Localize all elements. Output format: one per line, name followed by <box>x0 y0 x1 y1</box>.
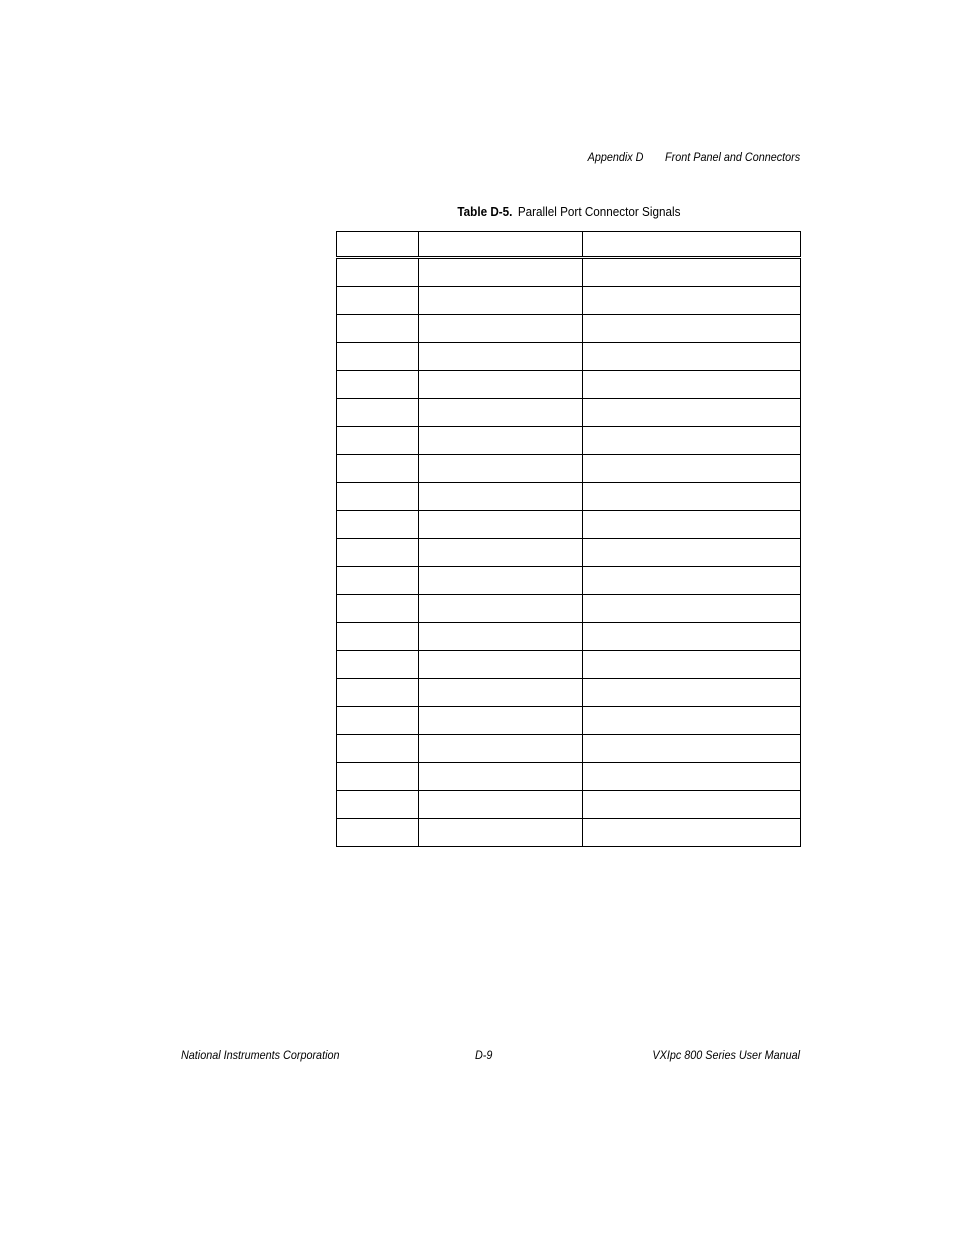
table-cell <box>337 567 419 595</box>
table-row <box>337 427 801 455</box>
table-row <box>337 735 801 763</box>
table-cell <box>337 679 419 707</box>
table-cell <box>583 763 801 791</box>
table-cell <box>583 343 801 371</box>
column-header <box>337 232 419 258</box>
footer-page-number: D-9 <box>475 1048 493 1062</box>
chapter-title: Front Panel and Connectors <box>664 150 800 164</box>
table-cell <box>583 595 801 623</box>
table-cell <box>337 258 419 287</box>
table-cell <box>583 455 801 483</box>
table-cell <box>337 511 419 539</box>
table-cell <box>419 427 583 455</box>
table-row <box>337 258 801 287</box>
table-cell <box>337 427 419 455</box>
table-cell <box>419 819 583 847</box>
table-row <box>337 819 801 847</box>
table-cell <box>583 819 801 847</box>
table-cell <box>337 371 419 399</box>
table-row <box>337 567 801 595</box>
table-cell <box>419 483 583 511</box>
table-row <box>337 763 801 791</box>
table-cell <box>419 539 583 567</box>
footer-manual-title: VXIpc 800 Series User Manual <box>652 1048 800 1062</box>
table-body <box>337 258 801 847</box>
table-cell <box>583 315 801 343</box>
table-cell <box>337 455 419 483</box>
table-row <box>337 511 801 539</box>
table-cell <box>337 791 419 819</box>
table-cell <box>419 343 583 371</box>
table-row <box>337 287 801 315</box>
footer-company: National Instruments Corporation <box>181 1048 340 1062</box>
table-cell <box>419 679 583 707</box>
table-row <box>337 483 801 511</box>
table-caption-label: Table D-5. <box>456 204 513 219</box>
table-cell <box>337 819 419 847</box>
table-cell <box>337 287 419 315</box>
table-cell <box>583 511 801 539</box>
table-row <box>337 623 801 651</box>
table-row <box>337 595 801 623</box>
table-cell <box>419 567 583 595</box>
table-cell <box>419 371 583 399</box>
table-row <box>337 707 801 735</box>
table-row <box>337 399 801 427</box>
table-cell <box>419 595 583 623</box>
table-cell <box>583 483 801 511</box>
table-cell <box>419 791 583 819</box>
table-cell <box>583 258 801 287</box>
table-cell <box>583 735 801 763</box>
table-row <box>337 343 801 371</box>
table-cell <box>583 679 801 707</box>
table-cell <box>419 623 583 651</box>
table-cell <box>419 511 583 539</box>
table-row <box>337 791 801 819</box>
table-cell <box>583 567 801 595</box>
table-cell <box>337 735 419 763</box>
table-cell <box>583 539 801 567</box>
table-cell <box>583 651 801 679</box>
table-cell <box>419 287 583 315</box>
table-cell <box>337 623 419 651</box>
table-cell <box>337 539 419 567</box>
table-row <box>337 315 801 343</box>
running-header <box>587 150 800 164</box>
table-cell <box>337 707 419 735</box>
table-row <box>337 539 801 567</box>
table-cell <box>419 455 583 483</box>
table-cell <box>583 791 801 819</box>
table-cell <box>583 399 801 427</box>
table-cell <box>337 315 419 343</box>
table-caption-title: Parallel Port Connector Signals <box>517 204 681 219</box>
table-cell <box>419 651 583 679</box>
table-cell <box>583 707 801 735</box>
table-row <box>337 371 801 399</box>
table-cell <box>583 371 801 399</box>
table-cell <box>337 399 419 427</box>
table-cell <box>419 735 583 763</box>
table-cell <box>337 483 419 511</box>
table-header-row <box>337 232 801 258</box>
table-cell <box>583 287 801 315</box>
parallel-port-signals-table <box>336 231 801 847</box>
table-cell <box>337 595 419 623</box>
table-cell <box>337 651 419 679</box>
table-row <box>337 679 801 707</box>
table-cell <box>419 258 583 287</box>
table-cell <box>583 427 801 455</box>
table-cell <box>419 399 583 427</box>
column-header <box>419 232 583 258</box>
table-cell <box>419 707 583 735</box>
table-cell <box>337 343 419 371</box>
table-header <box>337 232 801 258</box>
column-header <box>583 232 801 258</box>
table-cell <box>337 763 419 791</box>
appendix-label: Appendix D <box>587 150 644 164</box>
table-row <box>337 455 801 483</box>
table-cell <box>419 763 583 791</box>
table-cell <box>419 315 583 343</box>
table-caption <box>337 204 800 219</box>
table-row <box>337 651 801 679</box>
table-cell <box>583 623 801 651</box>
